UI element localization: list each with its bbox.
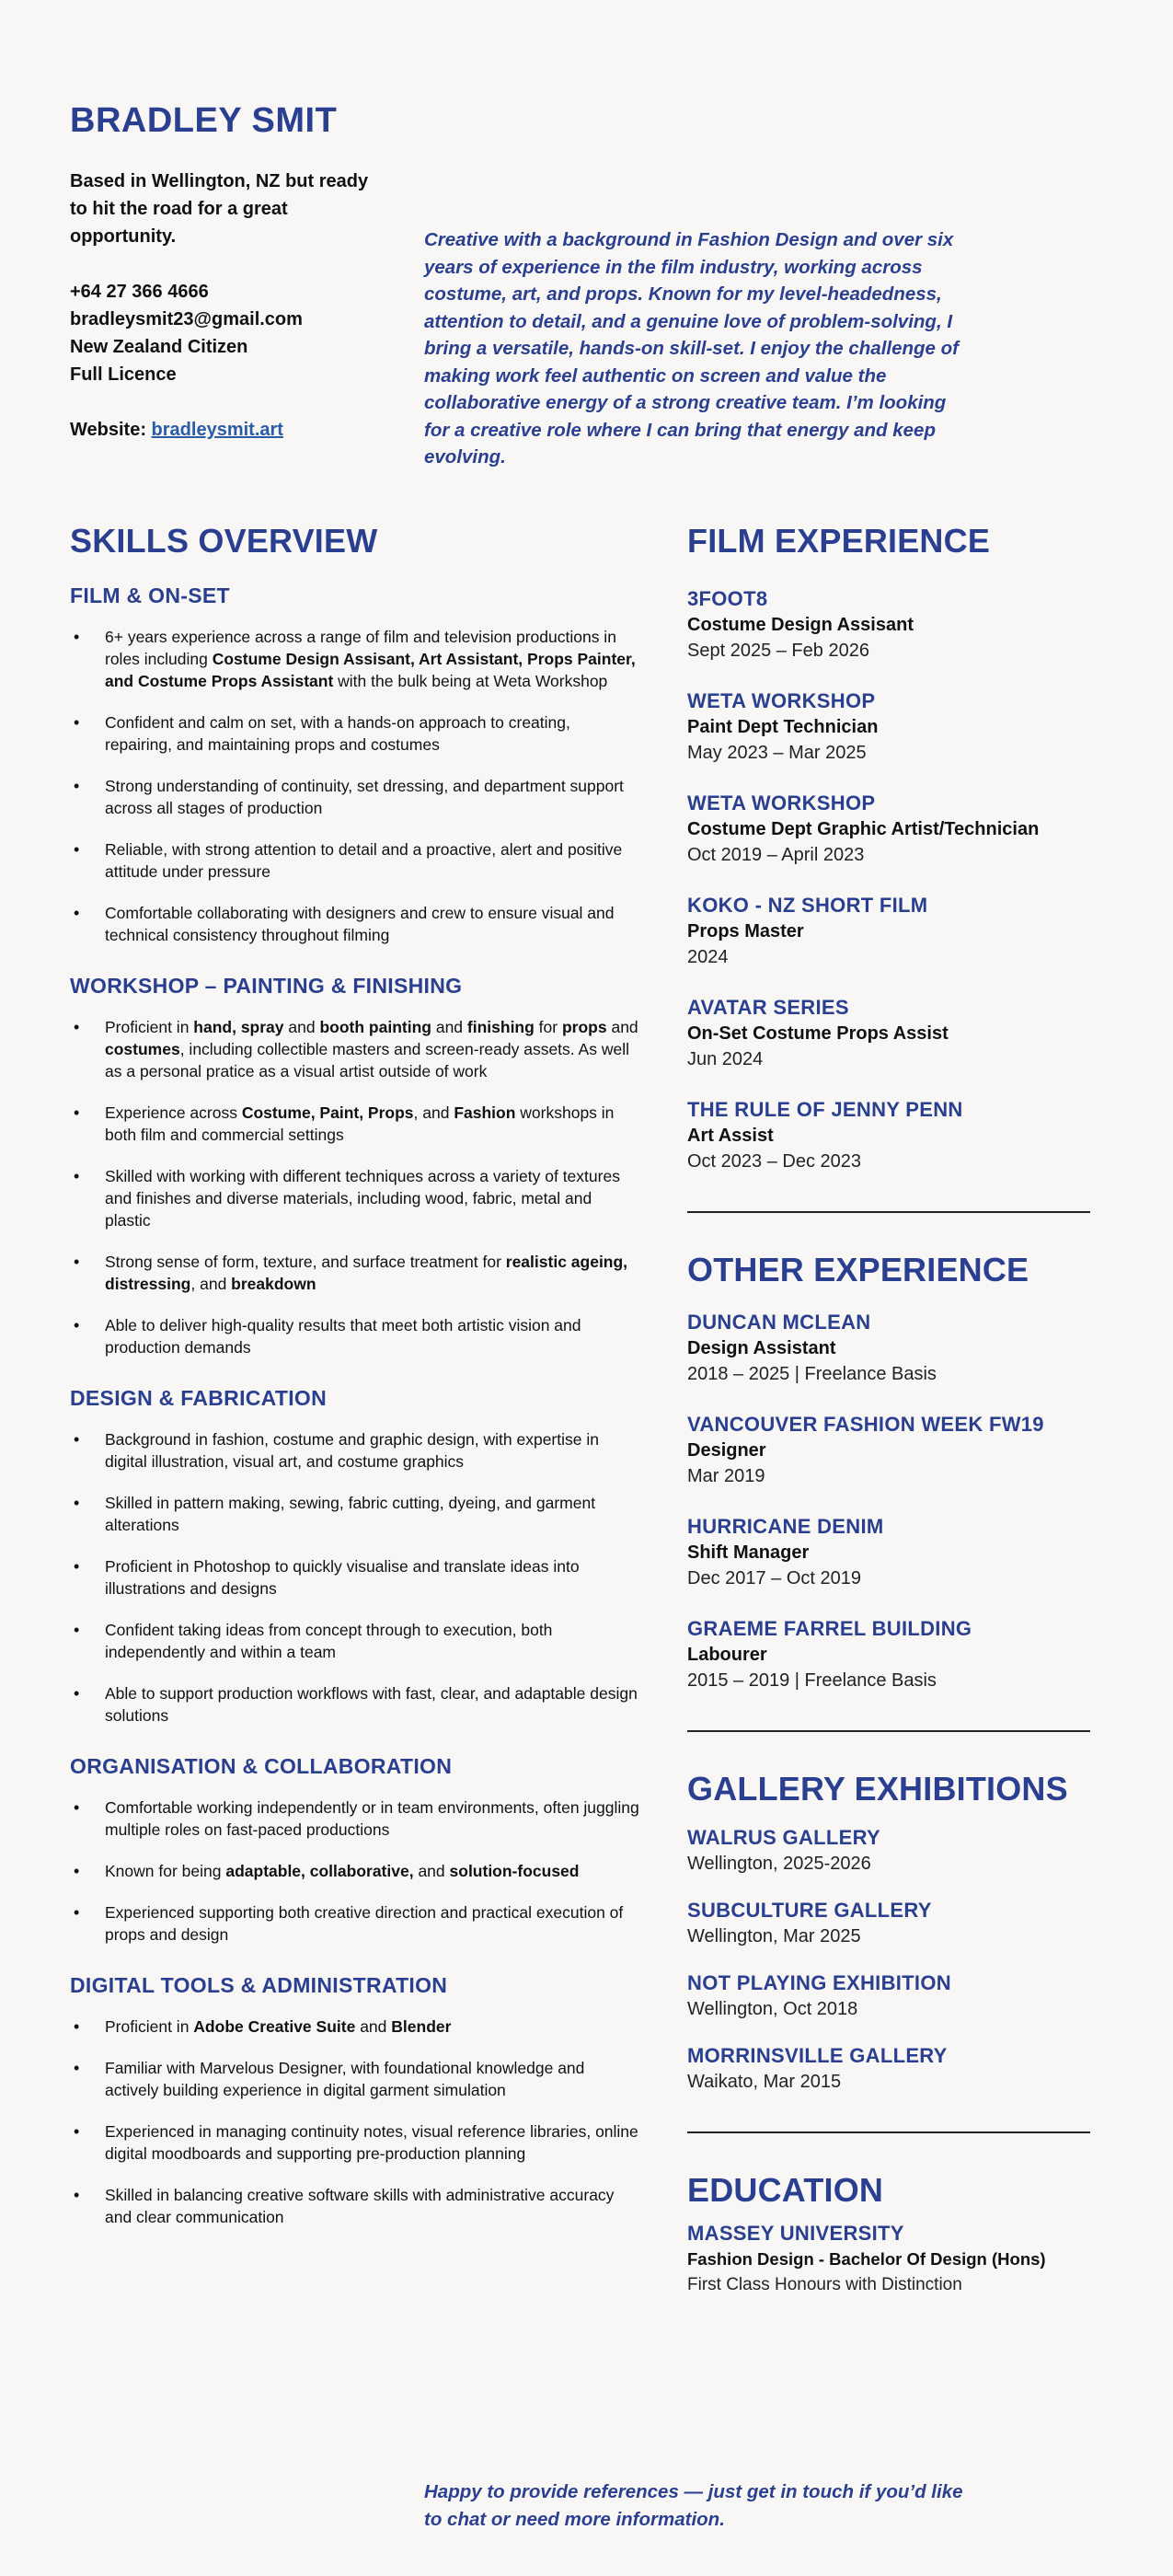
entry-role: Art Assist	[687, 1126, 774, 1146]
skill-text: Comfortable working independently or in team environments, often juggling multiple roles on fast-paced productions	[105, 1798, 639, 1839]
skill-section-title: ORGANISATION & COLLABORATION	[70, 1754, 453, 1778]
entry-date: 2015 – 2019 | Freelance Basis	[687, 1670, 937, 1691]
skill-text: Experience across	[105, 1103, 242, 1122]
skill-text: Comfortable collaborating with designers and crew to ensure visual and technical consistency throughout filming	[105, 904, 615, 944]
entry-organisation: AVATAR SERIES	[687, 996, 849, 1019]
skill-emphasis: hand, spray	[193, 1018, 284, 1036]
entry-date: 2024	[687, 947, 729, 967]
other-experience-heading: OTHER EXPERIENCE	[687, 1251, 1029, 1288]
gallery-heading: GALLERY EXHIBITIONS	[687, 1770, 1068, 1808]
entry-role: Props Master	[687, 921, 804, 941]
skill-text: and	[283, 1018, 320, 1036]
skill-text: Skilled with working with different techniques across a variety of textures and finishes and diverse materials, including wood, fabric, metal and plastic	[105, 1167, 620, 1230]
experience-entry	[687, 1615, 1090, 1693]
skill-text: Experienced in managing continuity notes, visual reference libraries, online digital moodboards and supporting pre-production planning	[105, 2122, 638, 2163]
skill-section-film-on-set	[70, 582, 640, 946]
skill-text: and	[431, 1018, 467, 1036]
skill-emphasis: Adobe Creative Suite	[193, 2017, 356, 2036]
skill-text: Reliable, with strong attention to detail and a proactive, alert and positive attitude under pressure	[105, 840, 623, 881]
skill-text: Strong sense of form, texture, and surface treatment for	[105, 1253, 506, 1271]
film-experience-heading: FILM EXPERIENCE	[687, 522, 991, 560]
skill-item	[70, 1682, 640, 1727]
skill-section-title: WORKSHOP – PAINTING & FINISHING	[70, 974, 463, 998]
phone-number: +64 27 366 4666	[70, 282, 209, 302]
skill-item	[70, 2057, 640, 2101]
skill-text: and	[413, 1862, 450, 1880]
entry-date: Waikato, Mar 2015	[687, 2072, 842, 2092]
entry-date: 2018 – 2025 | Freelance Basis	[687, 1364, 937, 1384]
skill-text: with the bulk being at Weta Workshop	[333, 672, 608, 690]
skill-list	[70, 1016, 640, 1358]
skill-item	[70, 1901, 640, 1946]
experience-entry	[687, 1513, 1090, 1591]
footer-note: Happy to provide references — just get in touch if you’d like to chat or need more information.	[424, 2481, 963, 2530]
education-heading: EDUCATION	[687, 2171, 884, 2209]
skill-text: Skilled in pattern making, sewing, fabric cutting, dyeing, and garment alterations	[105, 1494, 596, 1534]
skill-section-title: DIGITAL TOOLS & ADMINISTRATION	[70, 1973, 448, 1997]
skills-sections	[70, 582, 640, 2228]
skill-emphasis: solution-focused	[449, 1862, 580, 1880]
entry-organisation: 3FOOT8	[687, 587, 768, 610]
skill-item	[70, 1102, 640, 1146]
website-label: Website:	[70, 420, 146, 440]
email-address: bradleysmit23@gmail.com	[70, 309, 303, 329]
website-link[interactable]: bradleysmit.art	[151, 420, 283, 440]
film-experience-list	[687, 585, 1090, 1174]
entry-organisation: GRAEME FARREL BUILDING	[687, 1617, 972, 1640]
name-heading: BRADLEY SMIT	[70, 101, 338, 140]
skill-emphasis: booth painting	[319, 1018, 431, 1036]
experience-entry	[687, 1411, 1090, 1489]
entry-role: Shift Manager	[687, 1542, 810, 1563]
entry-role: Costume Design Assisant	[687, 615, 914, 635]
experience-entry	[687, 1897, 1090, 1949]
entry-date: Oct 2019 – April 2023	[687, 845, 865, 865]
skill-item	[70, 1251, 640, 1295]
entry-date: Jun 2024	[687, 1049, 764, 1069]
skill-text: , and	[413, 1103, 454, 1122]
education-org: MASSEY UNIVERSITY	[687, 2222, 904, 2245]
entry-organisation: THE RULE OF JENNY PENN	[687, 1098, 963, 1121]
entry-organisation: KOKO - NZ SHORT FILM	[687, 894, 928, 917]
experience-entry	[687, 892, 1090, 970]
skill-text: , and	[190, 1275, 232, 1293]
contact-block	[70, 167, 374, 444]
skill-item	[70, 2120, 640, 2165]
entry-role: Design Assistant	[687, 1338, 836, 1358]
skill-list	[70, 626, 640, 946]
skill-emphasis: breakdown	[231, 1275, 316, 1293]
entry-organisation: MORRINSVILLE GALLERY	[687, 2044, 948, 2067]
skill-text: Strong understanding of continuity, set dressing, and department support across all stages of production	[105, 777, 624, 817]
skills-column	[70, 521, 640, 2247]
skill-item	[70, 2184, 640, 2228]
entry-role: Costume Dept Graphic Artist/Technician	[687, 819, 1040, 839]
entry-role: Designer	[687, 1440, 766, 1461]
skill-text: workshops in both film and commercial settings	[105, 1103, 615, 1144]
experience-entry	[687, 687, 1090, 766]
skill-item	[70, 1428, 640, 1473]
location-text: Based in Wellington, NZ but ready to hit the road for a great opportunity.	[70, 171, 369, 247]
skill-text: Confident taking ideas from concept through to execution, both independently and within a team	[105, 1621, 553, 1661]
skill-list	[70, 2016, 640, 2228]
experience-entry	[687, 1824, 1090, 1877]
skill-list	[70, 1428, 640, 1727]
divider	[687, 1211, 1090, 1213]
skill-text: Able to deliver high-quality results that meet both artistic vision and production demands	[105, 1316, 581, 1357]
licence-text: Full Licence	[70, 364, 177, 385]
divider	[687, 2131, 1090, 2133]
skill-item	[70, 711, 640, 756]
other-experience-list	[687, 1309, 1090, 1693]
skills-heading: SKILLS OVERVIEW	[70, 522, 378, 560]
experience-entry	[687, 994, 1090, 1072]
experience-entry	[687, 2042, 1090, 2095]
skill-item	[70, 1492, 640, 1536]
skill-section-digital-tools-administration	[70, 1971, 640, 2228]
entry-date: Sept 2025 – Feb 2026	[687, 641, 869, 661]
skill-item	[70, 1016, 640, 1082]
entry-date: May 2023 – Mar 2025	[687, 743, 867, 763]
experience-entry	[687, 1096, 1090, 1174]
skill-text: and	[355, 2017, 392, 2036]
skill-text: for	[534, 1018, 562, 1036]
skill-text: Familiar with Marvelous Designer, with foundational knowledge and actively building experience in digital garment simulation	[105, 2059, 585, 2099]
skill-item	[70, 1796, 640, 1841]
skill-text: Known for being	[105, 1862, 226, 1880]
skill-emphasis: Blender	[391, 2017, 452, 2036]
skill-item	[70, 1314, 640, 1358]
experience-entry	[687, 585, 1090, 664]
skill-item	[70, 1619, 640, 1663]
entry-date: Dec 2017 – Oct 2019	[687, 1568, 862, 1588]
skill-emphasis: costumes	[105, 1040, 180, 1058]
skill-text: and	[606, 1018, 638, 1036]
skill-text: Proficient in	[105, 2017, 194, 2036]
skill-text: Skilled in balancing creative software skills with administrative accuracy and clear communication	[105, 2186, 615, 2226]
citizenship-text: New Zealand Citizen	[70, 337, 248, 357]
skill-section-organisation-collaboration	[70, 1752, 640, 1946]
entry-date: Oct 2023 – Dec 2023	[687, 1151, 862, 1172]
skill-item	[70, 1165, 640, 1231]
entry-role: Labourer	[687, 1645, 767, 1665]
experience-entry	[687, 790, 1090, 868]
skill-item	[70, 626, 640, 692]
entry-date: Mar 2019	[687, 1466, 765, 1486]
skill-emphasis: Fashion	[454, 1103, 516, 1122]
skill-emphasis: props	[561, 1018, 607, 1036]
entry-date: Wellington, Oct 2018	[687, 1999, 858, 2019]
education-degree: Fashion Design - Bachelor Of Design (Hons)	[687, 2249, 1046, 2269]
skill-emphasis: Costume Design Assisant, Art Assistant, Props Painter, and Costume Props Assistant	[105, 650, 636, 690]
skill-item	[70, 1860, 640, 1882]
education-entry	[687, 2220, 1090, 2298]
skill-text: , including collectible masters and screen-ready assets. As well as a personal pratice as a visual artist outside of work	[105, 1040, 629, 1080]
skill-text: 6+ years experience across a range of film and television productions in roles including	[105, 628, 616, 668]
entry-role: On-Set Costume Props Assist	[687, 1023, 949, 1044]
entry-organisation: WETA WORKSHOP	[687, 791, 876, 814]
entry-organisation: DUNCAN MCLEAN	[687, 1311, 871, 1334]
skill-text: Able to support production workflows with fast, clear, and adaptable design solutions	[105, 1684, 638, 1725]
skill-item	[70, 902, 640, 946]
skill-emphasis: realistic ageing, distressing	[105, 1253, 628, 1293]
divider	[687, 1730, 1090, 1732]
skill-item	[70, 775, 640, 819]
experience-entry	[687, 1309, 1090, 1387]
skill-list	[70, 1796, 640, 1946]
entry-organisation: SUBCULTURE GALLERY	[687, 1899, 932, 1922]
gallery-list	[687, 1824, 1090, 2095]
skill-item	[70, 838, 640, 883]
entry-role: Paint Dept Technician	[687, 717, 879, 737]
skill-item	[70, 2016, 640, 2038]
experience-column	[687, 521, 1090, 2298]
skill-section-title: FILM & ON-SET	[70, 583, 230, 607]
entry-organisation: WETA WORKSHOP	[687, 689, 876, 712]
entry-organisation: HURRICANE DENIM	[687, 1515, 884, 1538]
website-row	[70, 416, 374, 444]
skill-text: Proficient in	[105, 1018, 194, 1036]
skill-emphasis: Costume, Paint, Props	[241, 1103, 414, 1122]
education-honours: First Class Honours with Distinction	[687, 2275, 962, 2294]
skill-emphasis: finishing	[466, 1018, 535, 1036]
skill-section-design-fabrication	[70, 1384, 640, 1727]
skill-text: Experienced supporting both creative direction and practical execution of props and design	[105, 1903, 624, 1944]
entry-organisation: WALRUS GALLERY	[687, 1826, 880, 1849]
skill-text: Proficient in Photoshop to quickly visualise and translate ideas into illustrations and designs	[105, 1557, 580, 1598]
skill-emphasis: adaptable, collaborative,	[225, 1862, 414, 1880]
experience-entry	[687, 1970, 1090, 2022]
entry-date: Wellington, 2025-2026	[687, 1854, 871, 1874]
skill-text: Confident and calm on set, with a hands-on approach to creating, repairing, and maintaining props and costumes	[105, 713, 570, 754]
entry-organisation: NOT PLAYING EXHIBITION	[687, 1971, 951, 1994]
skill-item	[70, 1555, 640, 1600]
entry-date: Wellington, Mar 2025	[687, 1926, 861, 1946]
skill-text: Background in fashion, costume and graphic design, with expertise in digital illustration, visual art, and costume graphics	[105, 1430, 599, 1471]
skill-section-title: DESIGN & FABRICATION	[70, 1386, 328, 1410]
skill-section-workshop-painting-finishing	[70, 972, 640, 1358]
intro-paragraph: Creative with a background in Fashion Design and over six years of experience in the film industry, working across costume, art, and props. Known for my level-headedness, attention to detail, and a genuine love of problem-solving, I bring a versatile, hands-on skill-set. I enjoy the challenge of making work feel authentic on screen and value the collaborative energy of a strong creative team. I’m looking for a creative role where I can bring that energy and keep evolving.	[424, 229, 959, 468]
entry-organisation: VANCOUVER FASHION WEEK FW19	[687, 1413, 1044, 1436]
